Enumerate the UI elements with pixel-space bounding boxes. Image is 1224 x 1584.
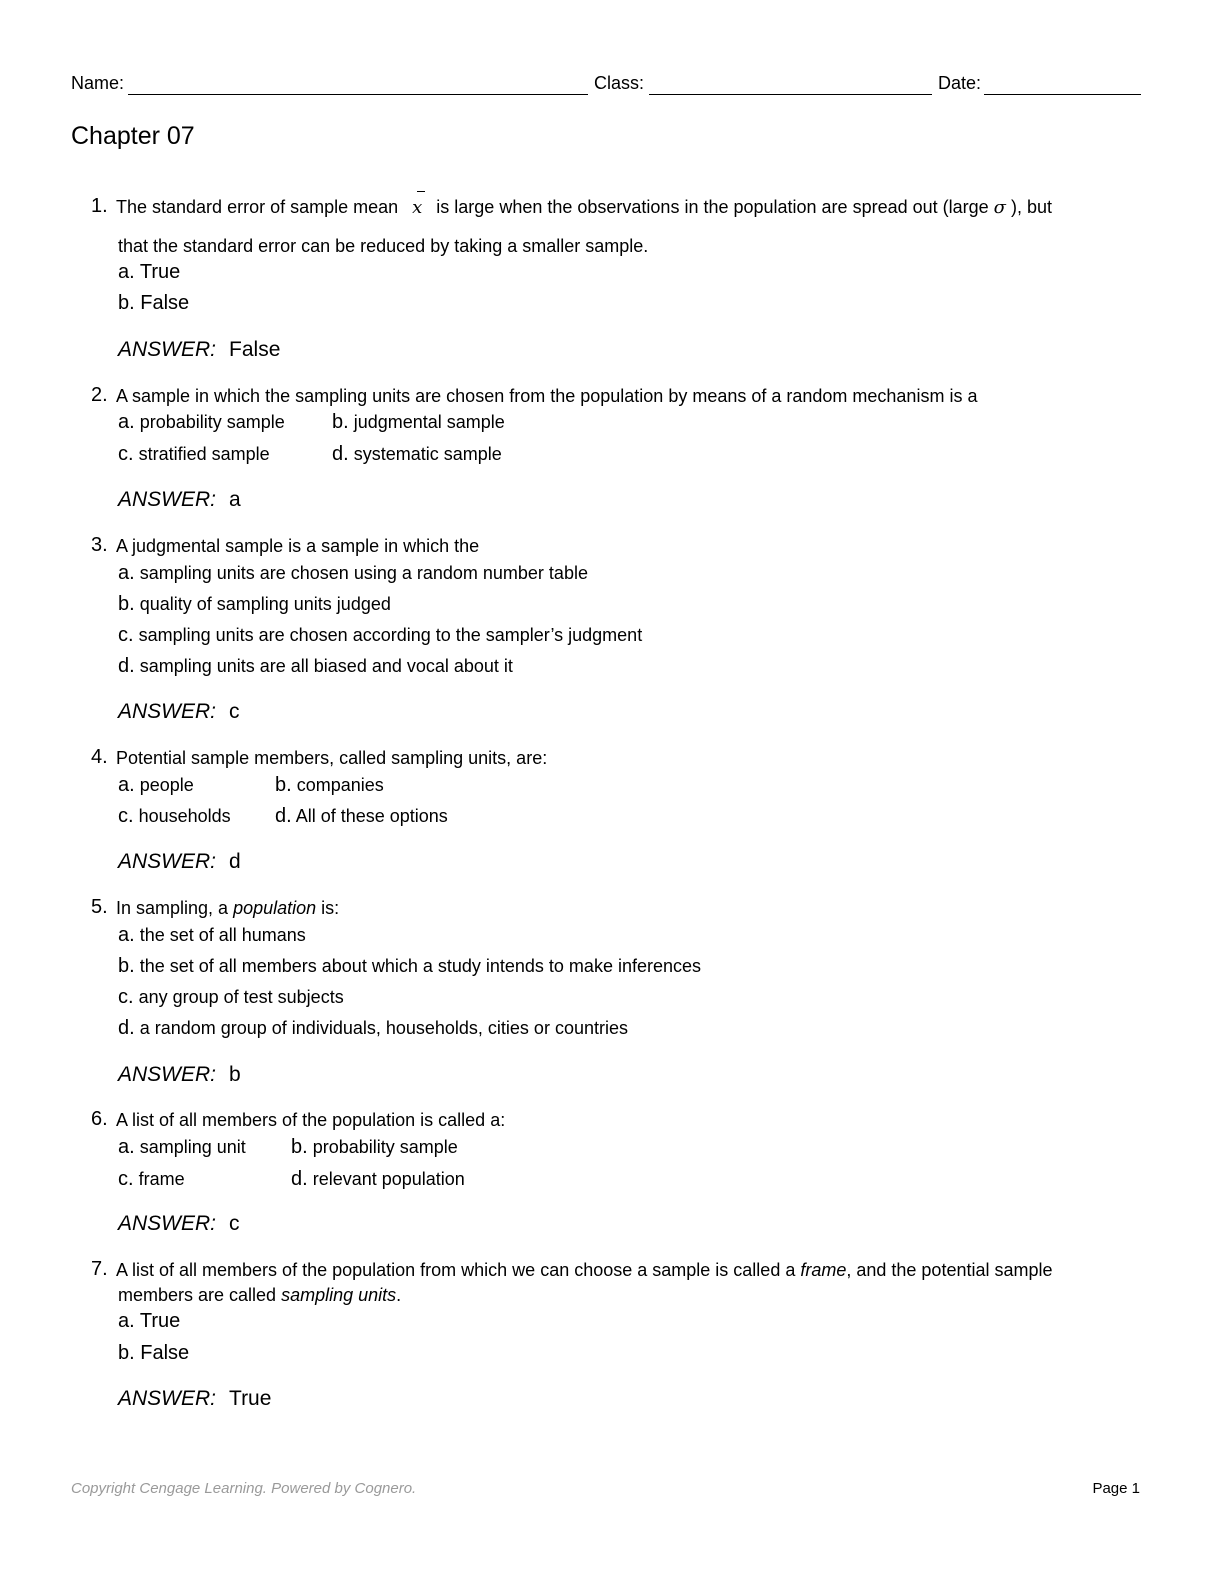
- answer: [118, 1387, 271, 1411]
- option-letter: b.: [332, 411, 349, 433]
- question-number: 6.: [91, 1108, 108, 1130]
- question-text-part: members are called: [118, 1285, 282, 1305]
- option-a[interactable]: a. True: [118, 261, 181, 283]
- question-text-italic: population: [233, 898, 317, 918]
- question-text-part: The standard error of sample mean: [116, 197, 399, 217]
- option-b[interactable]: [275, 774, 384, 797]
- answer-value: c: [229, 1212, 240, 1235]
- option-d[interactable]: [118, 655, 513, 678]
- option-c[interactable]: [118, 624, 642, 647]
- option-d[interactable]: [118, 1017, 628, 1040]
- option-text: the set of all members about which a study intends to make inferences: [139, 956, 701, 976]
- option-letter: d.: [118, 1017, 135, 1039]
- question-text-part: .: [396, 1285, 402, 1305]
- question-text: Potential sample members, called sampling units, are:: [116, 748, 548, 768]
- question-text: [116, 896, 1136, 921]
- answer-label: ANSWER:: [118, 850, 217, 873]
- x-bar-symbol: x: [412, 197, 423, 218]
- answer: [118, 700, 240, 724]
- option-c[interactable]: [118, 1168, 185, 1191]
- answer-value: False: [229, 338, 281, 361]
- question-text-line2: that the standard error can be reduced by taking a smaller sample.: [118, 236, 649, 256]
- date-label: Date:: [938, 73, 982, 93]
- question-text: A judgmental sample is a sample in which the: [116, 536, 480, 556]
- option-letter: a.: [118, 562, 135, 584]
- option-letter: b.: [118, 955, 135, 977]
- question-number: 3.: [91, 534, 108, 556]
- answer-label: ANSWER:: [118, 700, 217, 723]
- question-text-line2: [118, 1283, 1138, 1308]
- class-label: Class:: [594, 73, 645, 93]
- option-b[interactable]: [291, 1136, 458, 1159]
- question-text-part: is large when the observations in the population are spread out (large: [436, 197, 989, 217]
- option-text: sampling units are chosen according to the sampler’s judgment: [138, 625, 643, 645]
- option-a[interactable]: [118, 1136, 246, 1159]
- question-text: [116, 1258, 1136, 1283]
- question-number: 1.: [91, 195, 108, 217]
- option-c[interactable]: [118, 986, 344, 1009]
- option-letter: b.: [291, 1136, 308, 1158]
- option-text: sampling units are all biased and vocal about it: [139, 656, 513, 676]
- option-letter: d.: [118, 655, 135, 677]
- name-field-line[interactable]: [128, 94, 588, 95]
- answer: [118, 488, 241, 512]
- worksheet-header: [71, 73, 1141, 97]
- question-text-italic: sampling units: [281, 1285, 397, 1305]
- option-letter: c.: [118, 443, 134, 465]
- option-text: the set of all humans: [139, 925, 306, 945]
- option-a[interactable]: [118, 774, 194, 797]
- question-number: 4.: [91, 746, 108, 768]
- option-text: systematic sample: [353, 444, 502, 464]
- option-text: probability sample: [139, 412, 285, 432]
- option-c[interactable]: [118, 443, 270, 466]
- option-b[interactable]: [118, 593, 391, 616]
- option-letter: a.: [118, 1136, 135, 1158]
- question-text: [116, 195, 1136, 220]
- answer: [118, 850, 241, 874]
- option-text: relevant population: [312, 1169, 465, 1189]
- question-number: 2.: [91, 384, 108, 406]
- answer-value: c: [229, 700, 240, 723]
- option-d[interactable]: [291, 1168, 465, 1191]
- answer: [118, 338, 280, 362]
- option-letter: c.: [118, 1168, 134, 1190]
- option-a[interactable]: [118, 411, 285, 434]
- option-b[interactable]: b. False: [118, 1342, 190, 1364]
- option-text: quality of sampling units judged: [139, 594, 391, 614]
- question-text-part: is:: [316, 898, 340, 918]
- option-text: companies: [296, 775, 384, 795]
- answer-label: ANSWER:: [118, 1387, 217, 1410]
- option-c[interactable]: [118, 805, 231, 828]
- answer-value: True: [229, 1387, 272, 1410]
- option-a[interactable]: a. True: [118, 1310, 181, 1332]
- name-label: Name:: [71, 73, 125, 93]
- option-letter: b.: [275, 774, 292, 796]
- question-text-part: , and the potential sample: [846, 1260, 1053, 1280]
- copyright-footer: Copyright Cengage Learning. Powered by Cognero.: [71, 1480, 417, 1497]
- option-text: sampling unit: [139, 1137, 246, 1157]
- option-letter: d.: [275, 805, 292, 827]
- option-d[interactable]: [275, 805, 448, 828]
- question-number: 5.: [91, 896, 108, 918]
- option-letter: d.: [291, 1168, 308, 1190]
- page-number: Page 1: [1092, 1480, 1140, 1497]
- option-letter: d.: [332, 443, 349, 465]
- option-letter: c.: [118, 624, 134, 646]
- option-text: any group of test subjects: [138, 987, 344, 1007]
- option-b[interactable]: [118, 955, 701, 978]
- option-text: households: [138, 806, 231, 826]
- option-text: people: [139, 775, 194, 795]
- option-a[interactable]: [118, 562, 588, 585]
- option-a[interactable]: [118, 924, 306, 947]
- answer-label: ANSWER:: [118, 338, 217, 361]
- option-text: All of these options: [295, 806, 448, 826]
- option-text: a random group of individuals, households, cities or countries: [139, 1018, 628, 1038]
- option-letter: b.: [118, 593, 135, 615]
- question-text-part: A list of all members of the population from which we can choose a sample is called a: [116, 1260, 801, 1280]
- option-letter: a.: [118, 411, 135, 433]
- option-text: sampling units are chosen using a random number table: [139, 563, 588, 583]
- option-text: probability sample: [312, 1137, 458, 1157]
- option-d[interactable]: [332, 443, 502, 466]
- class-field-line[interactable]: [649, 94, 932, 95]
- answer-value: d: [229, 850, 241, 873]
- chapter-title: Chapter 07: [71, 122, 195, 150]
- option-text: judgmental sample: [353, 412, 505, 432]
- answer-value: a: [229, 488, 241, 511]
- option-letter: c.: [118, 805, 134, 827]
- question-text: A sample in which the sampling units are chosen from the population by means of a random mechanism is a: [116, 386, 978, 406]
- option-letter: a.: [118, 924, 135, 946]
- answer-label: ANSWER:: [118, 488, 217, 511]
- question-text: A list of all members of the population is called a:: [116, 1110, 506, 1130]
- answer: [118, 1063, 241, 1087]
- answer-label: ANSWER:: [118, 1212, 217, 1235]
- question-text-part: ), but: [1010, 197, 1053, 217]
- answer-label: ANSWER:: [118, 1063, 217, 1086]
- question-text-italic: frame: [800, 1260, 847, 1280]
- answer: [118, 1212, 240, 1236]
- option-text: frame: [138, 1169, 185, 1189]
- option-letter: a.: [118, 774, 135, 796]
- question-text-part: In sampling, a: [116, 898, 234, 918]
- sigma-symbol: σ: [993, 197, 1006, 218]
- option-b[interactable]: b. False: [118, 292, 190, 314]
- option-letter: c.: [118, 986, 134, 1008]
- date-field-line[interactable]: [984, 94, 1141, 95]
- option-text: stratified sample: [138, 444, 270, 464]
- option-b[interactable]: [332, 411, 505, 434]
- answer-value: b: [229, 1063, 241, 1086]
- question-number: 7.: [91, 1258, 108, 1280]
